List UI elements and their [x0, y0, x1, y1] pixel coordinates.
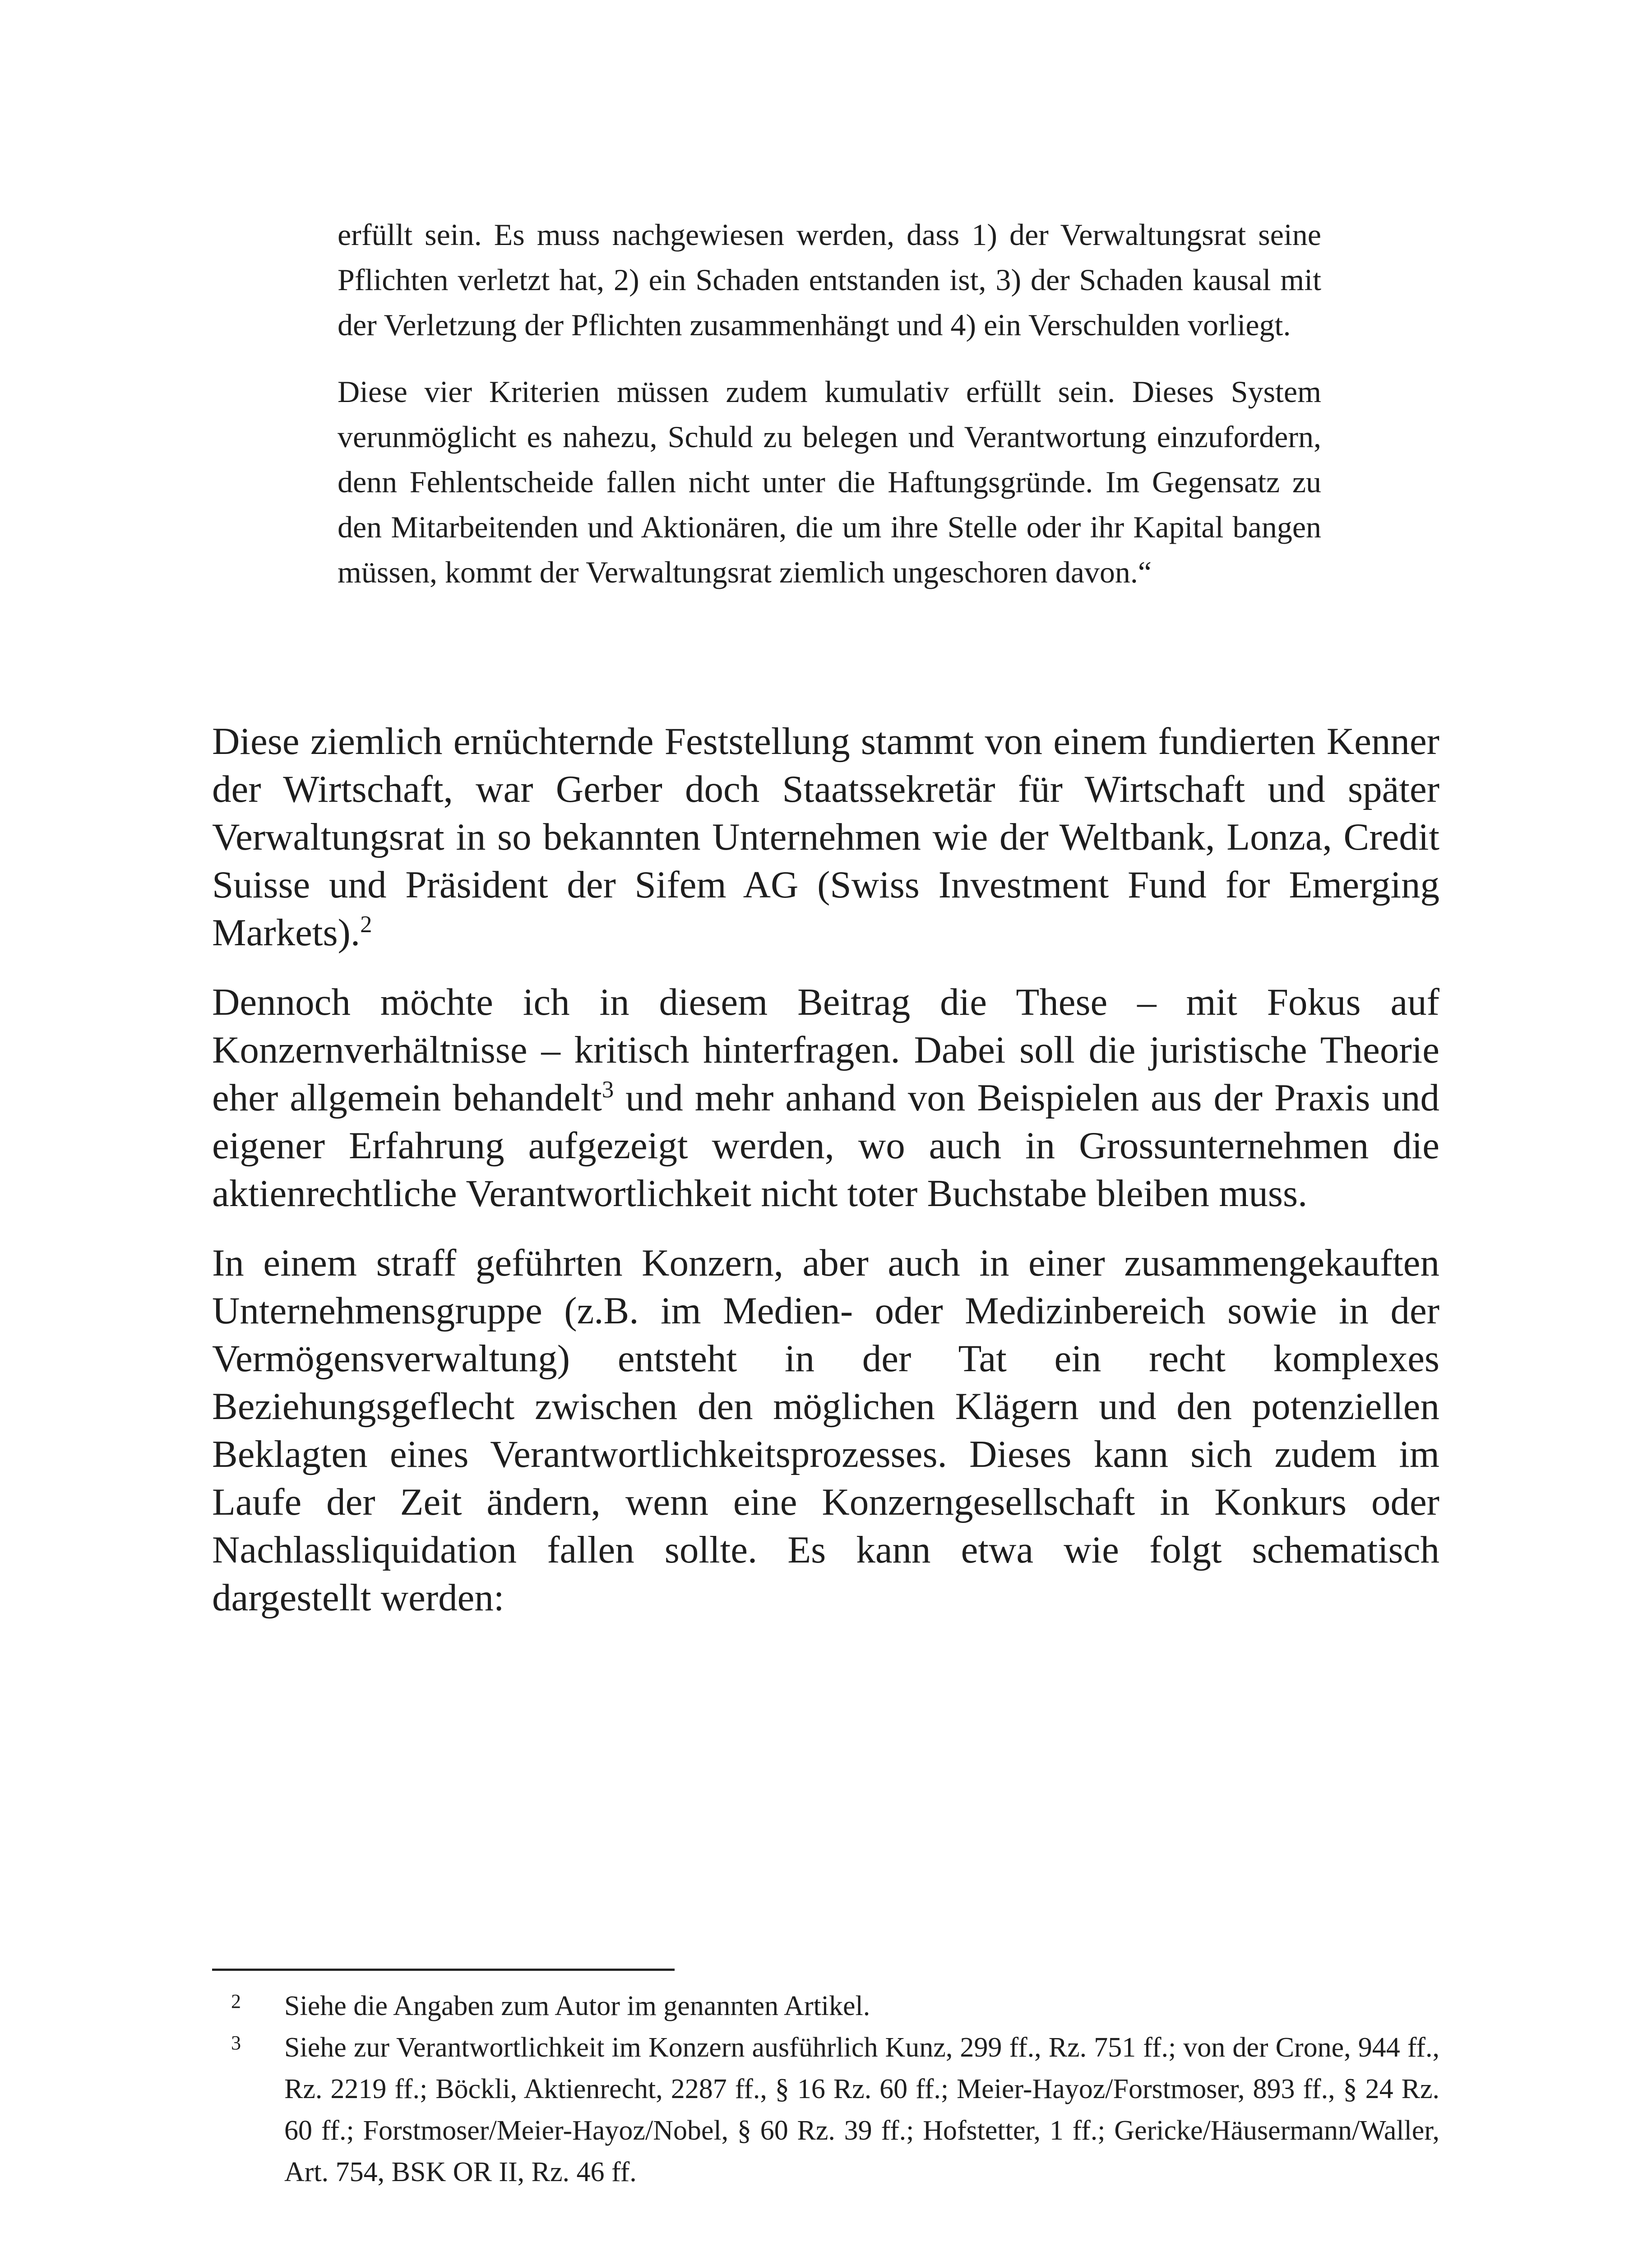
footnote-text: Siehe zur Verantwortlichkeit im Konzern ausführlich Kunz, 299 ff., Rz. 751 ff.; von der Crone, 944 ff., Rz. 2219 ff.; Böckli, Aktienrecht, 2287 ff., § 16 Rz. 60 ff.; Meier-Hayoz/Forstmoser, 893 ff., § 24 Rz. 60 ff.; Forstmoser/Meier-Hayoz/Nobel, § 60 Rz. 39 ff.; Hofstetter, 1 ff.; Gericke/Häusermann/Waller, Art. 754, BSK OR II, Rz. 46 ff. [284, 2032, 1439, 2187]
block-quote [338, 212, 1321, 616]
body-paragraph-text: Dennoch möchte ich in diesem Beitrag die These – mit Fokus auf Konzernverhältnisse – kritisch hinterfragen. Dabei soll die juristische Theorie eher allgemein behandelt [212, 981, 1439, 1119]
footnote-text: Siehe die Angaben zum Autor im genannten Artikel. [284, 1991, 870, 2021]
footnote [212, 2027, 1439, 2193]
body-paragraph-text: und mehr anhand von Beispielen aus der Praxis und eigener Erfahrung aufgezeigt werden, wo auch in Grossunternehmen die aktienrechtliche Verantwortlichkeit nicht toter Buchstabe bleiben muss. [212, 1077, 1439, 1215]
body-text [212, 717, 1439, 1643]
body-paragraph: In einem straff geführten Konzern, aber auch in einer zusammengekauften Unternehmensgruppe (z.B. im Medien- oder Medizinbereich sowie in der Vermögensverwaltung) entsteht in der Tat ein recht komplexes Beziehungsgeflecht zwischen den möglichen Klägern und den potenziellen Beklagten eines Verantwortlichkeitsprozesses. Dieses kann sich zudem im Laufe der Zeit ändern, wenn eine Konzerngesellschaft in Konkurs oder Nachlassliquidation fallen sollte. Es kann etwa wie folgt schematisch dargestellt werden: [212, 1242, 1439, 1619]
footnote [212, 1985, 1439, 2027]
footnotes [212, 1985, 1439, 2193]
footnote-number: 2 [231, 1990, 241, 2012]
body-paragraph-text: Diese ziemlich ernüchternde Feststellung stammt von einem fundierten Kenner der Wirtschaft, war Gerber doch Staatssekretär für Wirtschaft und später Verwaltungsrat in so bekannten Unternehmen wie der Weltbank, Lonza, Credit Suisse und Präsident der Sifem AG (Swiss Investment Fund for Emerging Markets). [212, 720, 1439, 954]
body-paragraph [212, 717, 1439, 957]
quote-paragraph: Diese vier Kriterien müssen zudem kumulativ erfüllt sein. Dieses System verunmöglicht es nahezu, Schuld zu belegen und Verantwortung einzufordern, denn Fehlentscheide fallen nicht unter die Haftungsgründe. Im Gegensatz zu den Mitarbeitenden und Aktionären, die um ihre Stelle oder ihr Kapital bangen müssen, kommt der Verwaltungsrat ziemlich ungeschoren davon.“ [338, 374, 1321, 589]
footnote-reference[interactable]: 3 [602, 1077, 614, 1103]
body-paragraph [212, 978, 1439, 1217]
footnote-separator [212, 1969, 675, 1971]
quote-paragraph: erfüllt sein. Es muss nachgewiesen werden, dass 1) der Verwaltungsrat seine Pflichten verletzt hat, 2) ein Schaden entstanden ist, 3) der Schaden kausal mit der Verletzung der Pflichten zusammenhängt und 4) ein Verschulden vorliegt. [338, 217, 1321, 342]
footnote-reference[interactable]: 2 [360, 911, 372, 938]
footnote-number: 3 [231, 2032, 241, 2054]
